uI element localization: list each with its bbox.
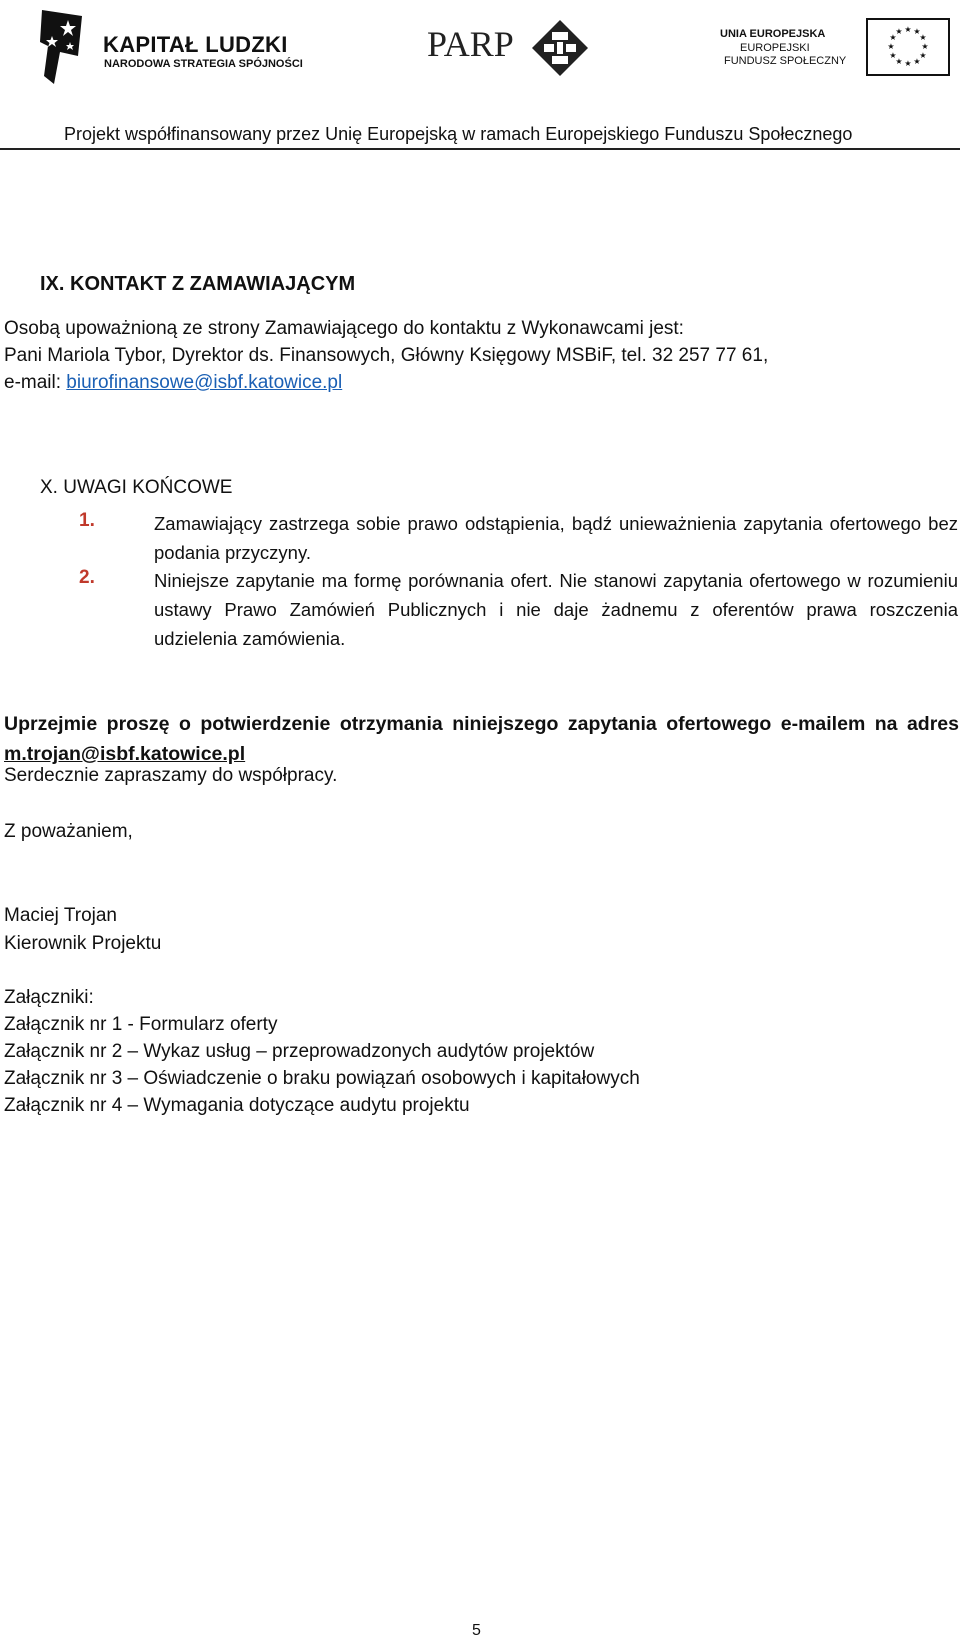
svg-text:★: ★	[887, 42, 895, 51]
signatory-role: Kierownik Projektu	[4, 933, 162, 954]
contact-email-line	[4, 372, 342, 394]
cofinance-note: Projekt współfinansowany przez Unię Europejską w ramach Europejskiego Funduszu Społecznego	[64, 124, 853, 144]
kapital-ludzki-subtitle: NARODOWA STRATEGIA SPÓJNOŚCI	[104, 58, 303, 70]
confirmation-email-link[interactable]: m.trojan@isbf.katowice.pl	[4, 743, 246, 765]
contact-email-prefix: e-mail:	[4, 372, 67, 393]
svg-text:★: ★	[904, 59, 912, 68]
svg-text:★: ★	[904, 25, 912, 34]
list-item-number: 2.	[79, 567, 95, 588]
list-item-text	[154, 566, 958, 653]
attachment-item: Załącznik nr 2 – Wykaz usług – przeprowadzonych audytów projektów	[4, 1041, 595, 1062]
kapital-ludzki-logo-mark	[38, 6, 86, 86]
eu-flag-icon	[866, 18, 950, 76]
header-divider	[0, 148, 960, 150]
confirmation-request	[4, 709, 959, 769]
kapital-ludzki-title: KAPITAŁ LUDZKI	[103, 32, 288, 57]
confirmation-text: Uprzejmie proszę o potwierdzenie otrzymania niniejszego zapytania ofertowego e-mailem na adres	[4, 713, 959, 735]
svg-text:★: ★	[895, 57, 903, 66]
attachment-item: Załącznik nr 3 – Oświadczenie o braku powiązań osobowych i kapitałowych	[4, 1068, 640, 1089]
contact-intro: Osobą upoważnioną ze strony Zamawiającego do kontaktu z Wykonawcami jest:	[4, 318, 684, 339]
signatory-name: Maciej Trojan	[4, 905, 117, 926]
svg-text:★: ★	[913, 27, 921, 36]
contact-person: Pani Mariola Tybor, Dyrektor ds. Finansowych, Główny Księgowy MSBiF, tel. 32 257 77 61,	[4, 345, 769, 366]
list-item-paragraph: Niniejsze zapytanie ma formę porównania ofert. Nie stanowi zapytania ofertowego w rozumieniu ustawy Prawo Zamówień Publicznych i nie daje żadnemu z oferentów prawa roszczenia udzielenia zamówienia.	[154, 570, 958, 649]
svg-text:★: ★	[919, 51, 927, 60]
eu-label-line1: UNIA EUROPEJSKA	[720, 28, 826, 40]
eu-label-line3: FUNDUSZ SPOŁECZNY	[724, 55, 847, 67]
section-x-heading: X. UWAGI KOŃCOWE	[40, 477, 233, 498]
contact-email-link[interactable]: biurofinansowe@isbf.katowice.pl	[66, 372, 343, 393]
svg-text:★: ★	[913, 57, 921, 66]
list-item-text	[154, 509, 958, 567]
invitation-text: Serdecznie zapraszamy do współpracy.	[4, 765, 338, 786]
svg-text:★: ★	[889, 33, 897, 42]
section-ix-heading: IX. KONTAKT Z ZAMAWIAJĄCYM	[40, 273, 356, 295]
attachment-item: Załącznik nr 1 - Formularz oferty	[4, 1014, 278, 1035]
parp-logo-text: PARP	[427, 24, 514, 64]
attachment-item: Załącznik nr 4 – Wymagania dotyczące audytu projektu	[4, 1095, 470, 1116]
list-item-paragraph: Zamawiający zastrzega sobie prawo odstąpienia, bądź unieważnienia zapytania ofertowego bez podania przyczyny.	[154, 513, 958, 563]
parp-logo-mark	[530, 18, 590, 78]
svg-text:★: ★	[921, 42, 929, 51]
eu-label-line2: EUROPEJSKI	[740, 42, 810, 54]
svg-text:★: ★	[895, 27, 903, 36]
svg-text:★: ★	[919, 33, 927, 42]
attachments-title: Załączniki:	[4, 987, 94, 1008]
list-item-number: 1.	[79, 510, 95, 531]
page-number: 5	[472, 1622, 481, 1639]
regards-text: Z poważaniem,	[4, 821, 133, 842]
svg-text:★: ★	[889, 51, 897, 60]
